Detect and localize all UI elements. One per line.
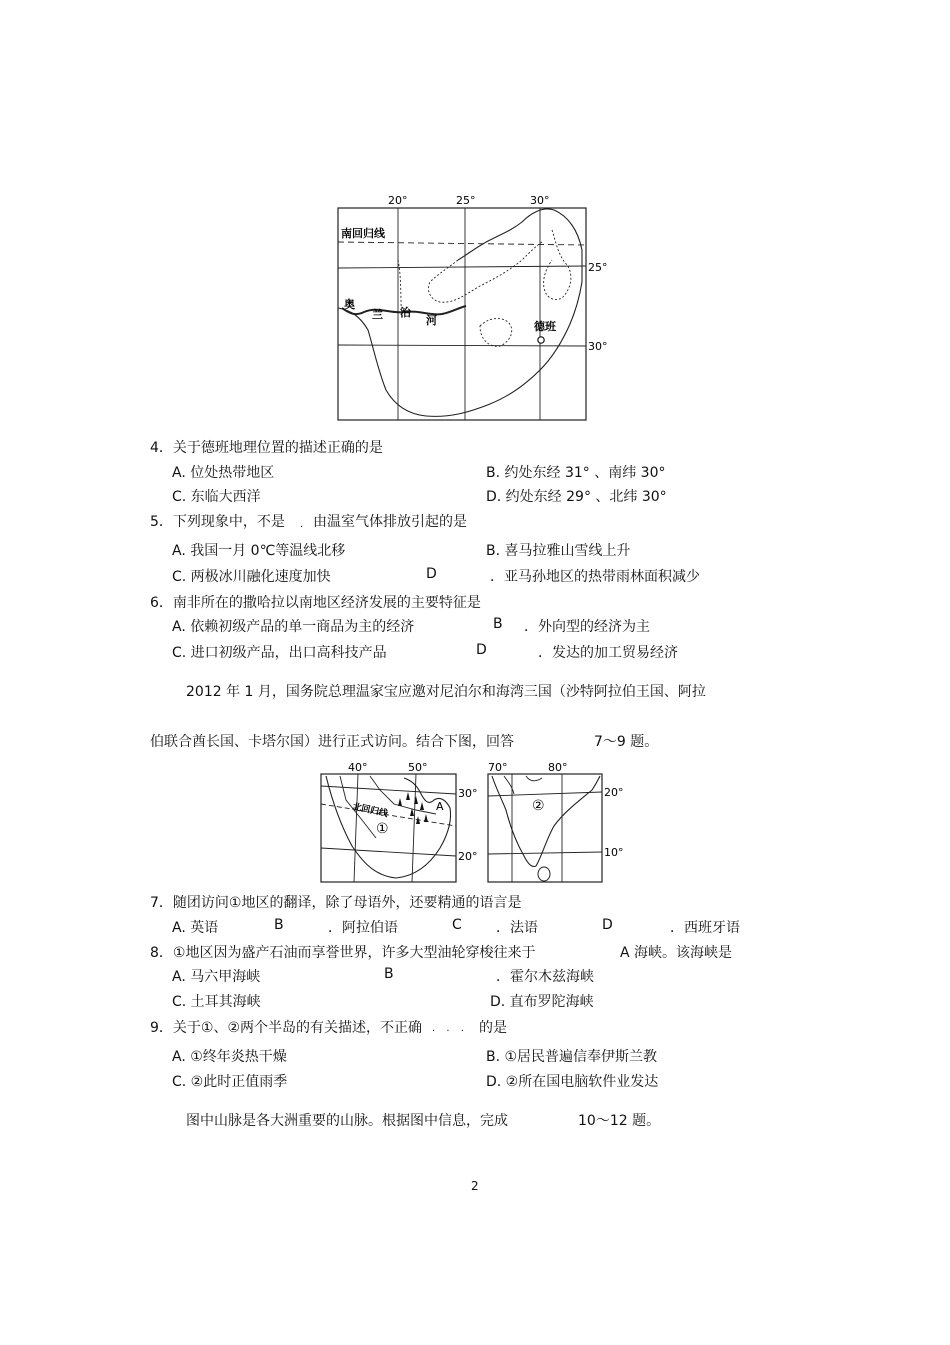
passage-1-question-range: 7～9 题。 [594, 734, 659, 750]
q6-option-b-letter: B [493, 616, 503, 632]
river-char-1: 奥 [344, 298, 355, 311]
q7-option-c-letter: C [452, 917, 462, 933]
q4-option-d: D. 约处东经 29° 、北纬 30° [486, 489, 667, 505]
q9-stem-start: 9．关于①、②两个半岛的有关描述，不正确 [150, 1020, 423, 1036]
strait-a-label: A [436, 800, 444, 813]
q4-option-c: C. 东临大西洋 [172, 489, 261, 505]
lat-label-30: 30° [588, 340, 608, 353]
q9-option-d: D. ②所在国电脑软件业发达 [486, 1074, 659, 1090]
tropic-cancer-label: 北回归线 [351, 802, 389, 820]
q5-option-a: A. 我国一月 0℃等温线北移 [172, 543, 346, 559]
passage-1-line-1: 2012 年 1 月，国务院总理温家宝应邀对尼泊尔和海湾三国（沙特阿拉伯王国、阿拉 [186, 684, 706, 700]
map3-lat-10: 10° [604, 846, 624, 859]
lat-label-25: 25° [588, 261, 608, 274]
region-1-label: ① [376, 821, 389, 837]
q5-option-d-letter: D [426, 566, 437, 582]
q7-option-a: A. 英语 [172, 920, 219, 936]
passage-2-text: 图中山脉是各大洲重要的山脉。根据图中信息，完成 [186, 1113, 508, 1129]
q6-option-b-text: ．外向型的经济为主 [524, 619, 650, 635]
q7-option-d-letter: D [602, 917, 613, 933]
river-char-3: 治 [400, 306, 411, 319]
q5-option-b: B. 喜马拉雅山雪线上升 [486, 543, 631, 559]
south-africa-map [330, 190, 620, 422]
q9-option-a: A. ①终年炎热干燥 [172, 1049, 287, 1065]
q4-option-b: B. 约处东经 31° 、南纬 30° [486, 465, 666, 481]
lon-label-30: 30° [530, 194, 550, 207]
arabian-peninsula-map [316, 760, 488, 888]
q6-option-c: C. 进口初级产品，出口高科技产品 [172, 645, 387, 661]
q8-option-b-letter: B [384, 966, 394, 982]
lon-label-20: 20° [388, 194, 408, 207]
map2-lon-50: 50° [408, 761, 428, 774]
q5-stem-end: 由温室气体排放引起的是 [313, 514, 467, 530]
q4-option-a: A. 位处热带地区 [172, 465, 275, 481]
q9-option-b: B. ①居民普遍信奉伊斯兰教 [486, 1049, 658, 1065]
map3-lon-70: 70° [488, 761, 508, 774]
q7-option-d-text: ．西班牙语 [670, 920, 740, 936]
q8-stem-end: A 海峡。该海峡是 [620, 945, 733, 961]
map2-lat-30: 30° [458, 787, 478, 800]
q7-option-b-text: ．阿拉伯语 [328, 920, 398, 936]
q5-stem-start: 5．下列现象中，不是 [150, 514, 285, 530]
q5-option-d-text: ．亚马孙地区的热带雨林面积减少 [490, 569, 700, 585]
tropic-capricorn-label: 南回归线 [341, 227, 385, 240]
map3-lat-20: 20° [604, 786, 624, 799]
passage-1-line-2: 伯联合酋长国、卡塔尔国）进行正式访问。结合下图，回答 [150, 734, 514, 750]
q9-emphasis-dots: . . . [432, 1023, 468, 1034]
q8-option-d: D. 直布罗陀海峡 [490, 994, 594, 1010]
q5-option-c: C. 两极冰川融化速度加快 [172, 569, 331, 585]
q6-option-d-text: ．发达的加工贸易经济 [538, 645, 678, 661]
q7-option-b-letter: B [274, 917, 284, 933]
q6-option-a: A. 依赖初级产品的单一商品为主的经济 [172, 619, 415, 635]
map2-lon-40: 40° [348, 761, 368, 774]
q9-stem-end: 的是 [479, 1020, 507, 1036]
region-2-label: ② [532, 798, 545, 814]
q7-stem: 7．随团访问①地区的翻译，除了母语外，还要精通的语言是 [150, 895, 522, 911]
map3-lon-80: 80° [548, 761, 568, 774]
oil-field-icons [398, 792, 428, 824]
q8-option-b-text: ．霍尔木兹海峡 [496, 969, 594, 985]
river-char-2: 兰 [372, 308, 383, 321]
durban-marker [538, 337, 544, 343]
q8-option-a: A. 马六甲海峡 [172, 969, 261, 985]
q6-option-d-letter: D [476, 642, 487, 658]
passage-2-question-range: 10～12 题。 [578, 1113, 661, 1129]
q5-emphasis-dot: . [300, 519, 304, 530]
page-number: 2 [471, 1179, 479, 1193]
lon-label-25: 25° [456, 194, 476, 207]
indian-peninsula-map [484, 760, 634, 888]
q8-stem-start: 8．①地区因为盛产石油而享誉世界，许多大型油轮穿梭往来于 [150, 945, 536, 961]
river-char-4: 河 [426, 314, 437, 327]
q4-stem: 4．关于德班地理位置的描述正确的是 [150, 440, 383, 456]
map2-lat-20: 20° [458, 850, 478, 863]
q6-stem: 6．南非所在的撒哈拉以南地区经济发展的主要特征是 [150, 595, 481, 611]
q7-option-c-text: ．法语 [496, 920, 538, 936]
durban-label: 德班 [534, 320, 556, 333]
q8-option-c: C. 土耳其海峡 [172, 994, 261, 1010]
q9-option-c: C. ②此时正值雨季 [172, 1074, 288, 1090]
